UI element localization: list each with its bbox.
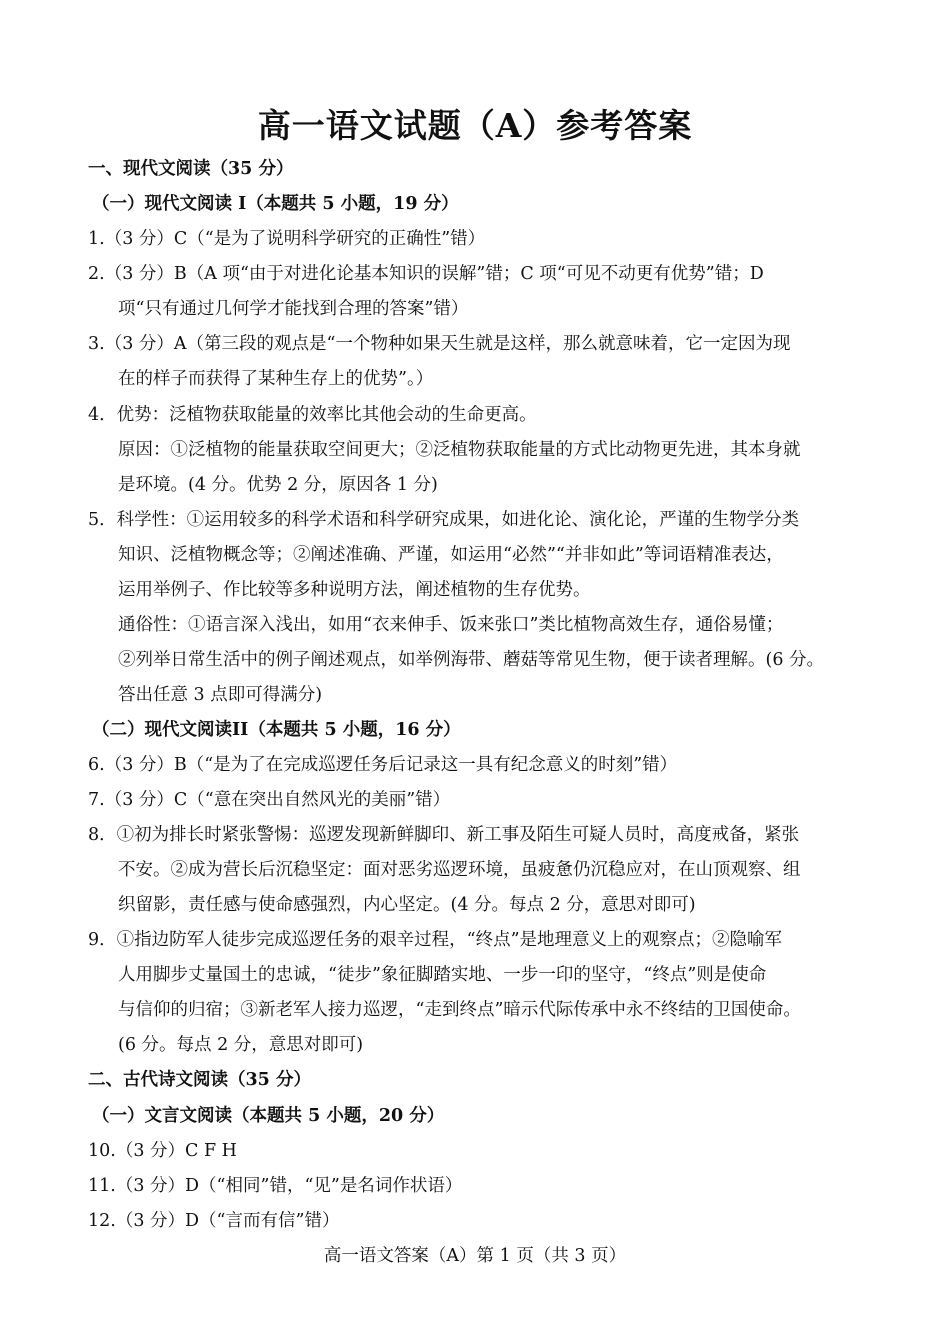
answer-q2-line-1: 2.（3 分）B（A 项“由于对进化论基本知识的误解”错；C 项“可见不动更有优势”错；D — [88, 264, 764, 284]
answer-q3-line-2: 在的样子而获得了某种生存上的优势”。） — [118, 369, 434, 389]
answer-q8-line-1: 8．①初为排长时紧张警惕：巡逻发现新鲜脚印、新工事及陌生可疑人员时，高度戒备，紧张 — [88, 825, 800, 845]
section-1-part-2-heading: （二）现代文阅读II（本题共 5 小题，16 分） — [92, 720, 461, 740]
page-title: 高一语文试题（A）参考答案 — [257, 106, 693, 145]
answer-q5-line-2: 知识、泛植物概念等；②阐述准确、严谨，如运用“必然”“并非如此”等词语精准表达， — [118, 545, 784, 565]
answer-q12: 12.（3 分）D（“言而有信”错） — [88, 1211, 340, 1231]
answer-q6: 6.（3 分）B（“是为了在完成巡逻任务后记录这一具有纪念意义的时刻”错） — [88, 755, 678, 775]
answer-q4-line-2: 原因：①泛植物的能量获取空间更大；②泛植物获取能量的方式比动物更先进，其本身就 — [118, 440, 801, 460]
answer-q5-line-6: 答出任意 3 点即可得满分) — [118, 685, 323, 705]
answer-q4-line-3: 是环境。(4 分。优势 2 分，原因各 1 分) — [118, 475, 438, 495]
answer-q9-line-1: 9．①指边防军人徒步完成巡逻任务的艰辛过程，“终点”是地理意义上的观察点；②隐喻军 — [88, 930, 783, 950]
answer-q2-line-2: 项“只有通过几何学才能找到合理的答案”错） — [118, 299, 469, 319]
answer-q5-line-5: ②列举日常生活中的例子阐述观点，如举例海带、蘑菇等常见生物，便于读者理解。(6 分。 — [118, 650, 825, 670]
answer-q8-line-2: 不安。②成为营长后沉稳坚定：面对恶劣巡逻环境，虽疲惫仍沉稳应对，在山顶观察、组 — [118, 860, 801, 880]
answer-q9-line-2: 人用脚步丈量国土的忠诚，“徒步”象征脚踏实地、一步一印的坚守，“终点”则是使命 — [118, 965, 767, 985]
answer-q9-line-4: (6 分。每点 2 分，意思对即可) — [118, 1035, 364, 1055]
section-2-part-1-heading: （一）文言文阅读（本题共 5 小题，20 分） — [92, 1106, 445, 1126]
page-footer: 高一语文答案（A）第 1 页（共 3 页） — [323, 1246, 627, 1266]
answer-q4-line-1: 4．优势：泛植物获取能量的效率比其他会动的生命更高。 — [88, 405, 537, 425]
answer-q3-line-1: 3.（3 分）A（第三段的观点是“一个物种如果天生就是这样，那么就意味着，它一定因为现 — [88, 334, 791, 354]
answer-q5-line-3: 运用举例子、作比较等多种说明方法，阐述植物的生存优势。 — [118, 580, 591, 600]
answer-q8-line-3: 织留影，责任感与使命感强烈，内心坚定。(4 分。每点 2 分，意思对即可) — [118, 895, 696, 915]
answer-q11: 11.（3 分）D（“相同”错，“见”是名词作状语） — [88, 1176, 463, 1196]
section-1-heading: 一、现代文阅读（35 分） — [88, 159, 294, 179]
section-2-heading: 二、古代诗文阅读（35 分） — [88, 1070, 311, 1090]
answer-q1: 1.（3 分）C（“是为了说明科学研究的正确性”错） — [88, 229, 486, 249]
section-1-part-1-heading: （一）现代文阅读 I（本题共 5 小题，19 分） — [92, 194, 459, 214]
answer-q7: 7.（3 分）C（“意在突出自然风光的美丽”错） — [88, 790, 451, 810]
answer-q9-line-3: 与信仰的归宿；③新老军人接力巡逻，“走到终点”暗示代际传承中永不终结的卫国使命。 — [118, 1000, 801, 1020]
answer-q5-line-4: 通俗性：①语言深入浅出，如用“衣来伸手、饭来张口”类比植物高效生存，通俗易懂； — [118, 615, 784, 635]
answer-q5-line-1: 5．科学性：①运用较多的科学术语和科学研究成果，如进化论、演化论，严谨的生物学分类 — [88, 510, 800, 530]
answer-q10: 10.（3 分）C F H — [88, 1141, 237, 1161]
